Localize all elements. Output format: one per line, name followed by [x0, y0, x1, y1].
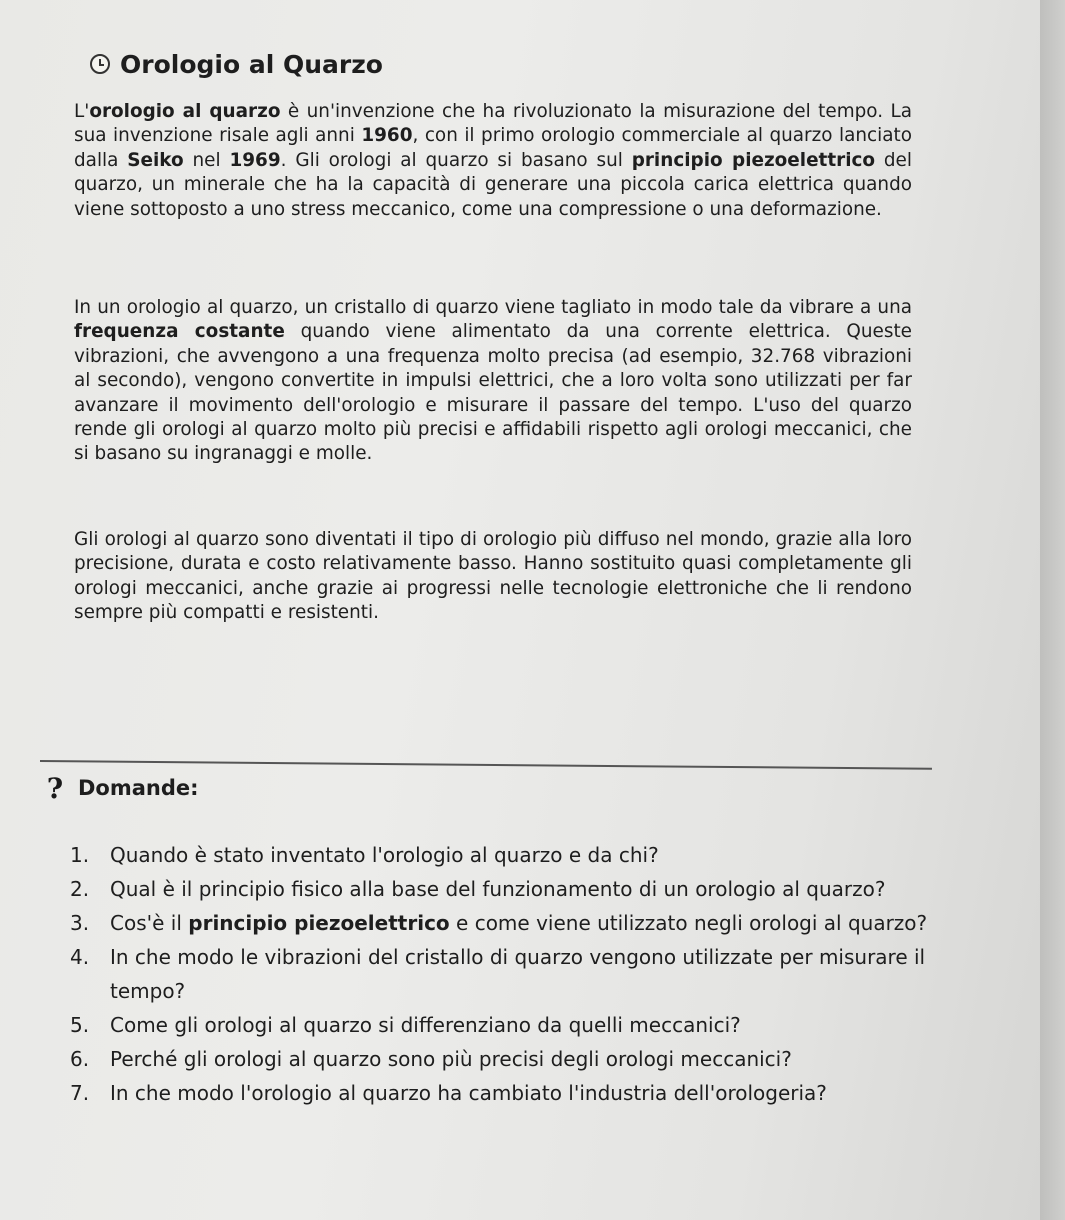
- question-number: 1.: [70, 843, 90, 867]
- questions-heading: [44, 770, 199, 806]
- page-title-text: Orologio al Quarzo: [120, 49, 383, 79]
- question-text: [110, 906, 927, 940]
- page-edge: [1040, 0, 1065, 1220]
- paragraph-text-part: 1960: [361, 125, 413, 147]
- question-text-part: Come gli orologi al quarzo si differenziano da quelli meccanici?: [110, 1013, 741, 1037]
- section-divider: [40, 760, 932, 770]
- question-text: [110, 1076, 827, 1110]
- question-number: 2.: [70, 877, 90, 901]
- paragraph-text-part: . Gli orologi al quarzo si basano sul: [280, 149, 632, 171]
- paragraph-text-part: Gli orologi al quarzo sono diventati il tipo di orologio più diffuso nel mondo, grazie alla loro precisione, durata e costo relativamente basso. Hanno sostituito quasi completamente gli orologi meccanici, anche grazie ai progressi nelle tecnologie elettroniche che li rendono sempre più compatti e resistenti.: [74, 529, 912, 624]
- question-item: [70, 940, 950, 1008]
- question-text-part: Perché gli orologi al quarzo sono più precisi degli orologi meccanici?: [110, 1047, 792, 1071]
- question-text: [110, 872, 885, 906]
- question-item: [70, 872, 950, 906]
- paragraph-text-part: quando viene alimentato da una corrente elettrica. Queste vibrazioni, che avvengono a una frequenza molto precisa (ad esempio, 32.768 vibrazioni al secondo), vengono convertite in impulsi elettrici, che a loro volta sono utilizzati per far avanzare il movimento dell'orologio e misurare il passare del tempo. L'uso del quarzo rende gli orologi al quarzo molto più precisi e affidabili rispetto agli orologi meccanici, che si basano su ingranaggi e molle.: [74, 321, 912, 465]
- paragraph-text-part: frequenza costante: [74, 321, 285, 343]
- question-number: 3.: [70, 911, 90, 935]
- clock-icon: [90, 54, 110, 74]
- question-text: [110, 940, 950, 1008]
- paragraph-text-part: , con il primo orologio commerciale al quarzo lanciato dalla: [74, 125, 912, 171]
- question-number: 4.: [70, 945, 90, 969]
- question-text-part: Quando è stato inventato l'orologio al quarzo e da chi?: [110, 843, 659, 867]
- question-mark-icon: ?: [46, 771, 64, 805]
- question-text-part: principio piezoelettrico: [188, 911, 450, 935]
- paragraph-text-part: del quarzo, un minerale che ha la capacità di generare una piccola carica elettrica quando viene sottoposto a uno stress meccanico, come una compressione o una deformazione.: [74, 149, 912, 220]
- question-text: [110, 838, 659, 872]
- question-text-part: In che modo le vibrazioni del cristallo di quarzo vengono utilizzate per misurare il tempo?: [110, 945, 926, 1003]
- question-item: [70, 838, 950, 872]
- question-item: [70, 1008, 950, 1042]
- question-text-part: Cos'è il: [110, 911, 189, 935]
- paragraph-text-part: orologio al quarzo: [89, 101, 281, 122]
- question-number: 5.: [70, 1013, 90, 1037]
- question-list: [70, 838, 950, 1110]
- question-item: [70, 1042, 950, 1076]
- question-text-part: In che modo l'orologio al quarzo ha cambiato l'industria dell'orologeria?: [110, 1081, 827, 1105]
- paragraph-diffusion: [74, 528, 912, 626]
- paragraph-text-part: è un'invenzione che ha rivoluzionato la misurazione del tempo. La sua invenzione risale agli anni: [74, 101, 912, 147]
- question-number: 6.: [70, 1047, 90, 1071]
- paragraph-mechanism: [74, 296, 912, 467]
- question-item: [70, 1076, 950, 1110]
- paragraph-text-part: L': [74, 101, 90, 122]
- question-number: 7.: [70, 1081, 90, 1105]
- question-text-part: e come viene utilizzato negli orologi al quarzo?: [449, 911, 928, 935]
- paragraph-text-part: Seiko: [127, 149, 184, 171]
- page-title: [90, 44, 383, 84]
- question-item: [70, 906, 950, 940]
- paragraph-text-part: nel: [183, 149, 230, 171]
- question-text-part: Qual è il principio fisico alla base del funzionamento di un orologio al quarzo?: [110, 877, 886, 901]
- paragraph-text-part: principio piezoelettrico: [631, 149, 876, 171]
- question-text: [110, 1042, 792, 1076]
- paragraph-text-part: 1969: [229, 149, 281, 171]
- question-text: [110, 1008, 741, 1042]
- paragraph-intro: [74, 100, 912, 222]
- paragraph-text-part: In un orologio al quarzo, un cristallo di quarzo viene tagliato in modo tale da vibrare a una: [74, 297, 912, 318]
- questions-heading-text: Domande:: [78, 776, 199, 800]
